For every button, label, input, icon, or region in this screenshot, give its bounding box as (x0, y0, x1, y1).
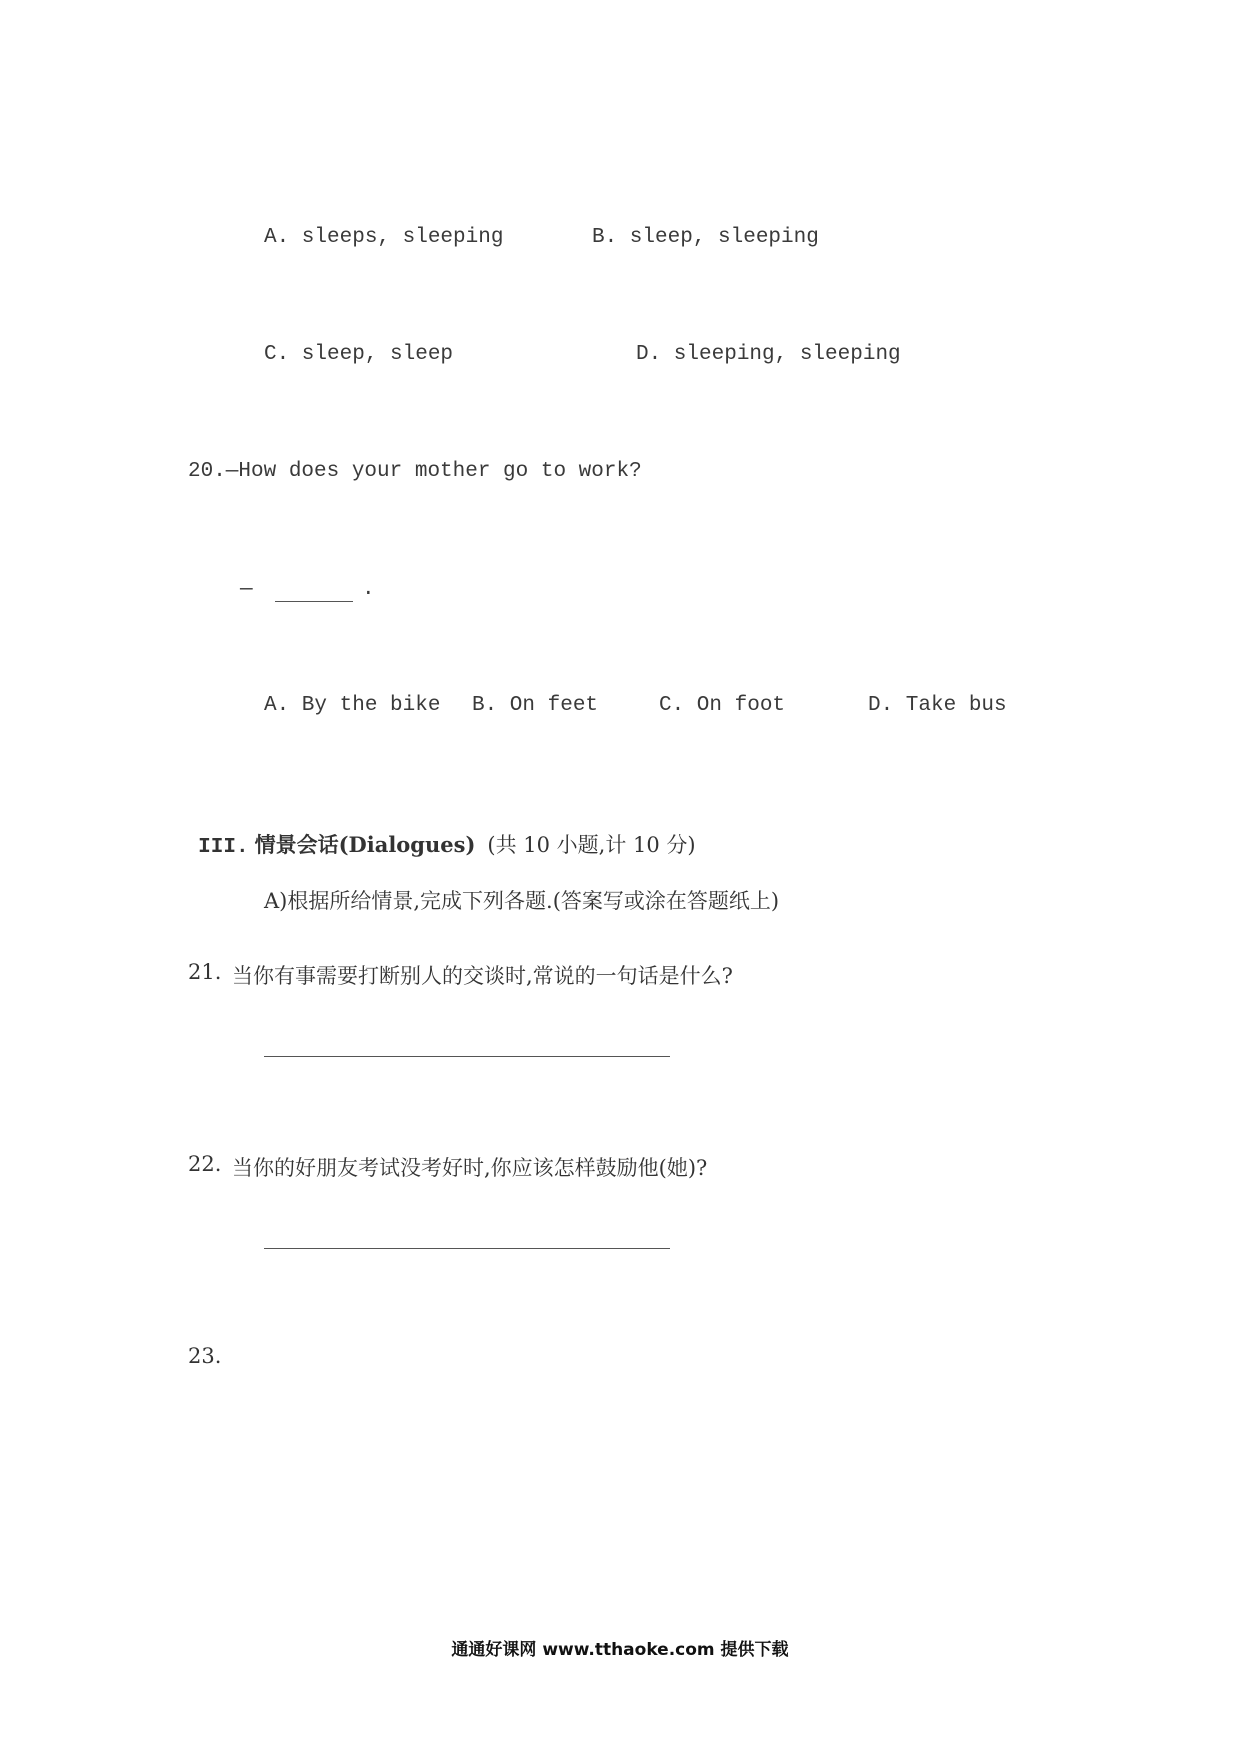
q19-option-c: C. sleep, sleep (264, 343, 454, 366)
section-title: 情景会话(Dialogues) (254, 832, 476, 857)
q23-number: 23. (188, 1344, 222, 1368)
q20-option-d: D. Take bus (868, 694, 1007, 717)
q19-option-b: B. sleep, sleeping (592, 226, 819, 249)
q20-option-b: B. On feet (472, 694, 599, 717)
section-number: III. (198, 836, 249, 859)
q21-text: 当你有事需要打断别人的交谈时,常说的一句话是什么? (232, 964, 733, 988)
q20-option-a: A. By the bike (264, 694, 441, 717)
q20-answer-period: . (362, 578, 375, 601)
q20-question: 20.—How does your mother go to work? (188, 460, 642, 483)
q22-number: 22. (188, 1152, 222, 1176)
q21-number: 21. (188, 960, 222, 984)
q21-answer-line (264, 1056, 670, 1057)
q20-answer-dash: — (240, 578, 253, 601)
section-heading (188, 810, 696, 859)
q22-answer-line (264, 1248, 670, 1249)
q20-answer-blank (275, 601, 353, 602)
page-footer: 通通好课网 www.tthaoke.com 提供下载 (451, 1640, 789, 1660)
section-instruction: A)根据所给情景,完成下列各题.(答案写或涂在答题纸上) (264, 889, 780, 913)
section-note: (共 10 小题,计 10 分) (487, 833, 696, 857)
q20-option-c: C. On foot (659, 694, 786, 717)
q19-option-a: A. sleeps, sleeping (264, 226, 504, 249)
q22-text: 当你的好朋友考试没考好时,你应该怎样鼓励他(她)? (232, 1156, 708, 1180)
q19-option-d: D. sleeping, sleeping (636, 343, 901, 366)
